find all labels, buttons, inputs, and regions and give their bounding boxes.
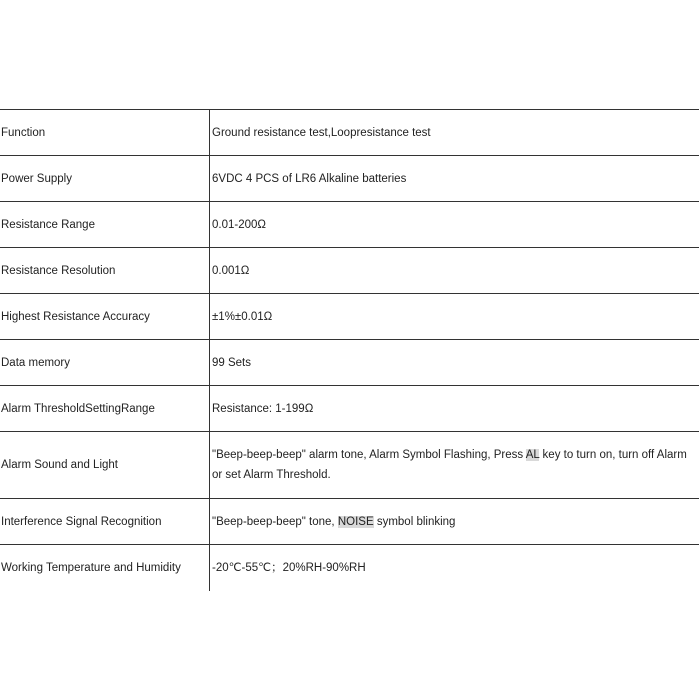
value-text: symbol blinking: [373, 515, 456, 528]
table-row: [0, 156, 699, 202]
row-label: Alarm Sound and Light: [0, 432, 210, 499]
row-label: Alarm ThresholdSettingRange: [0, 386, 210, 432]
row-value: Ground resistance test,Loopresistance test: [210, 110, 700, 156]
table-row: [0, 202, 699, 248]
table-row: [0, 340, 699, 386]
table-row: [0, 386, 699, 432]
row-value: Resistance: 1-199Ω: [210, 386, 700, 432]
row-label: Function: [0, 110, 210, 156]
row-label: Resistance Range: [0, 202, 210, 248]
table-row: [0, 294, 699, 340]
value-text: "Beep-beep-beep" alarm tone, Alarm Symbol Flashing, Press: [212, 449, 526, 461]
row-value: [210, 499, 700, 545]
table-row: [0, 545, 699, 591]
symbol-highlight: NOISE: [337, 515, 374, 528]
row-label: Highest Resistance Accuracy: [0, 294, 210, 340]
table-row: [0, 499, 699, 545]
row-label: Interference Signal Recognition: [0, 499, 210, 545]
table-row: [0, 432, 699, 499]
row-label: Data memory: [0, 340, 210, 386]
key-highlight: AL: [525, 449, 540, 461]
row-label: Working Temperature and Humidity: [0, 545, 210, 591]
row-value: -20℃-55℃；20%RH-90%RH: [210, 545, 700, 591]
row-value: 6VDC 4 PCS of LR6 Alkaline batteries: [210, 156, 700, 202]
row-label: Resistance Resolution: [0, 248, 210, 294]
row-value: ±1%±0.01Ω: [210, 294, 700, 340]
row-value: [210, 432, 700, 499]
table-row: [0, 248, 699, 294]
row-value: 0.01-200Ω: [210, 202, 700, 248]
row-value: 0.001Ω: [210, 248, 700, 294]
table-row: [0, 110, 699, 156]
value-text: "Beep-beep-beep" tone,: [212, 515, 338, 528]
value-text: key to turn on, turn off Alarm or set Alarm Threshold.: [212, 449, 687, 481]
row-value: 99 Sets: [210, 340, 700, 386]
spec-table: [0, 109, 699, 591]
row-label: Power Supply: [0, 156, 210, 202]
